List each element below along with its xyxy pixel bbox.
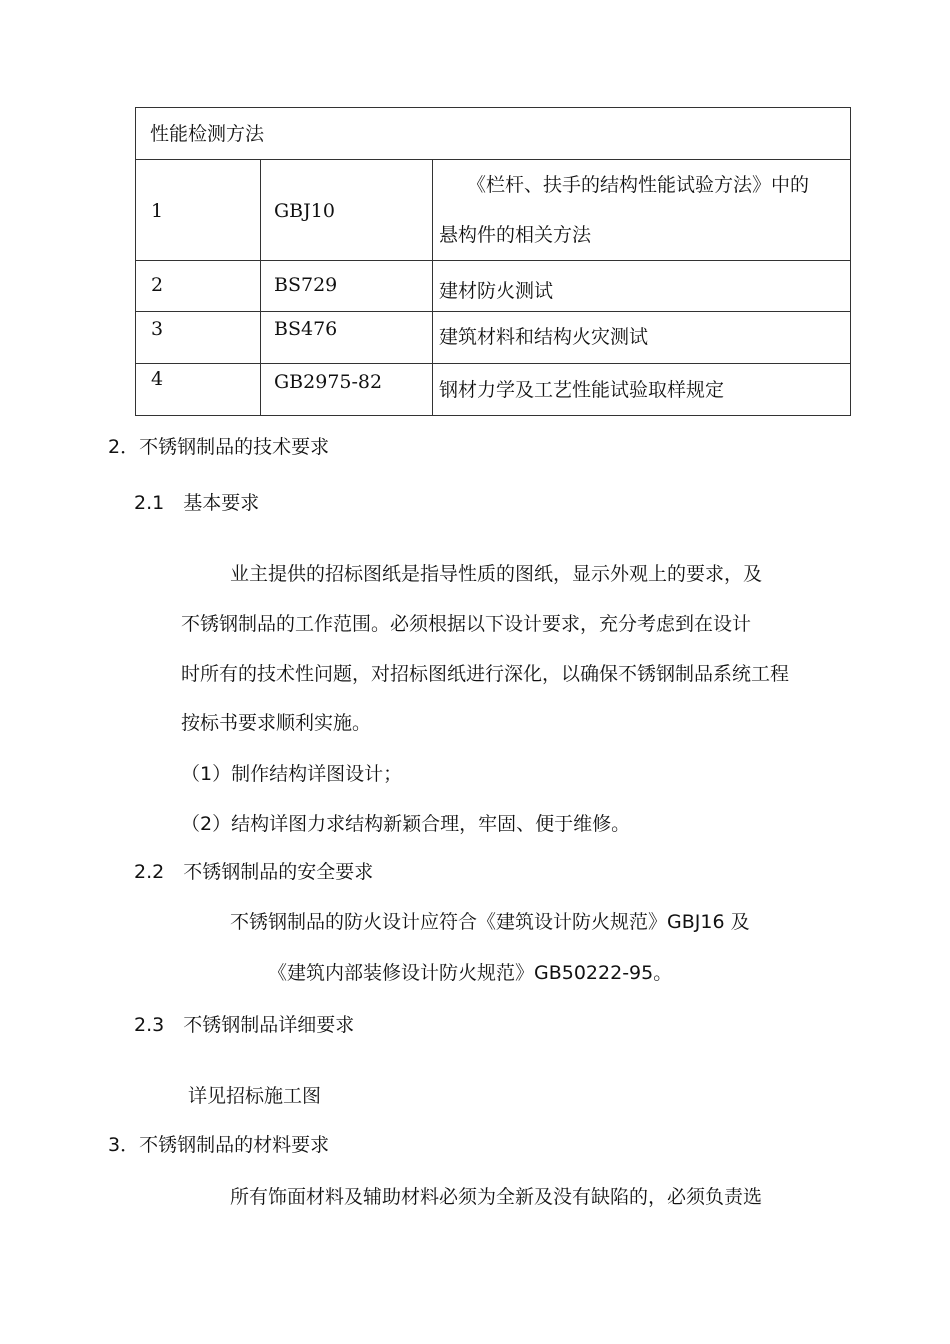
- standard-code: GBJ10: [274, 200, 335, 222]
- list-item: （2）结构详图力求结构新颖合理，牢固、便于维修。: [181, 813, 631, 835]
- row-number: 3: [151, 318, 164, 340]
- paragraph-line: 时所有的技术性问题，对招标图纸进行深化，以确保不锈钢制品系统工程: [181, 663, 790, 685]
- standard-code: BS729: [274, 274, 338, 296]
- method-description: 建筑材料和结构火灾测试: [439, 326, 649, 348]
- subsection-heading: 2.1 基本要求: [134, 492, 260, 514]
- paragraph-line: 按标书要求顺利实施。: [181, 712, 372, 734]
- subsection-heading: 2.3 不锈钢制品详细要求: [134, 1014, 355, 1036]
- method-description: 钢材力学及工艺性能试验取样规定: [439, 379, 725, 401]
- row-number: 1: [151, 200, 164, 222]
- table-row: [136, 160, 851, 261]
- standard-code: GB2975-82: [274, 371, 383, 393]
- paragraph-line: 业主提供的招标图纸是指导性质的图纸，显示外观上的要求，及: [230, 563, 763, 585]
- table-row: [136, 261, 851, 312]
- paragraph-line: 不锈钢制品的防火设计应符合《建筑设计防火规范》GBJ16 及: [230, 911, 750, 933]
- method-description: 《栏杆、扶手的结构性能试验方法》中的: [467, 174, 810, 196]
- paragraph-line: 详见招标施工图: [188, 1085, 322, 1107]
- table-row: [136, 312, 851, 364]
- row-number: 2: [151, 274, 164, 296]
- table-row: [136, 364, 851, 416]
- paragraph-line: 所有饰面材料及辅助材料必须为全新及没有缺陷的，必须负责选: [230, 1186, 763, 1208]
- paragraph-line: 不锈钢制品的工作范围。必须根据以下设计要求，充分考虑到在设计: [181, 613, 752, 635]
- table-header-cell: [136, 108, 851, 160]
- subsection-heading: 2.2 不锈钢制品的安全要求: [134, 861, 374, 883]
- section-heading: 2．不锈钢制品的技术要求: [108, 436, 330, 458]
- method-description: 建材防火测试: [439, 280, 554, 302]
- standard-code: BS476: [274, 318, 338, 340]
- table-header-row: [136, 108, 851, 160]
- test-methods-table: [135, 107, 851, 416]
- section-heading: 3．不锈钢制品的材料要求: [108, 1134, 330, 1156]
- row-number: 4: [151, 368, 164, 390]
- list-item: （1）制作结构详图设计；: [181, 763, 403, 785]
- method-description: 悬构件的相关方法: [439, 224, 592, 246]
- paragraph-line: 《建筑内部装修设计防火规范》GB50222-95。: [268, 962, 673, 984]
- table-title: 性能检测方法: [150, 123, 265, 145]
